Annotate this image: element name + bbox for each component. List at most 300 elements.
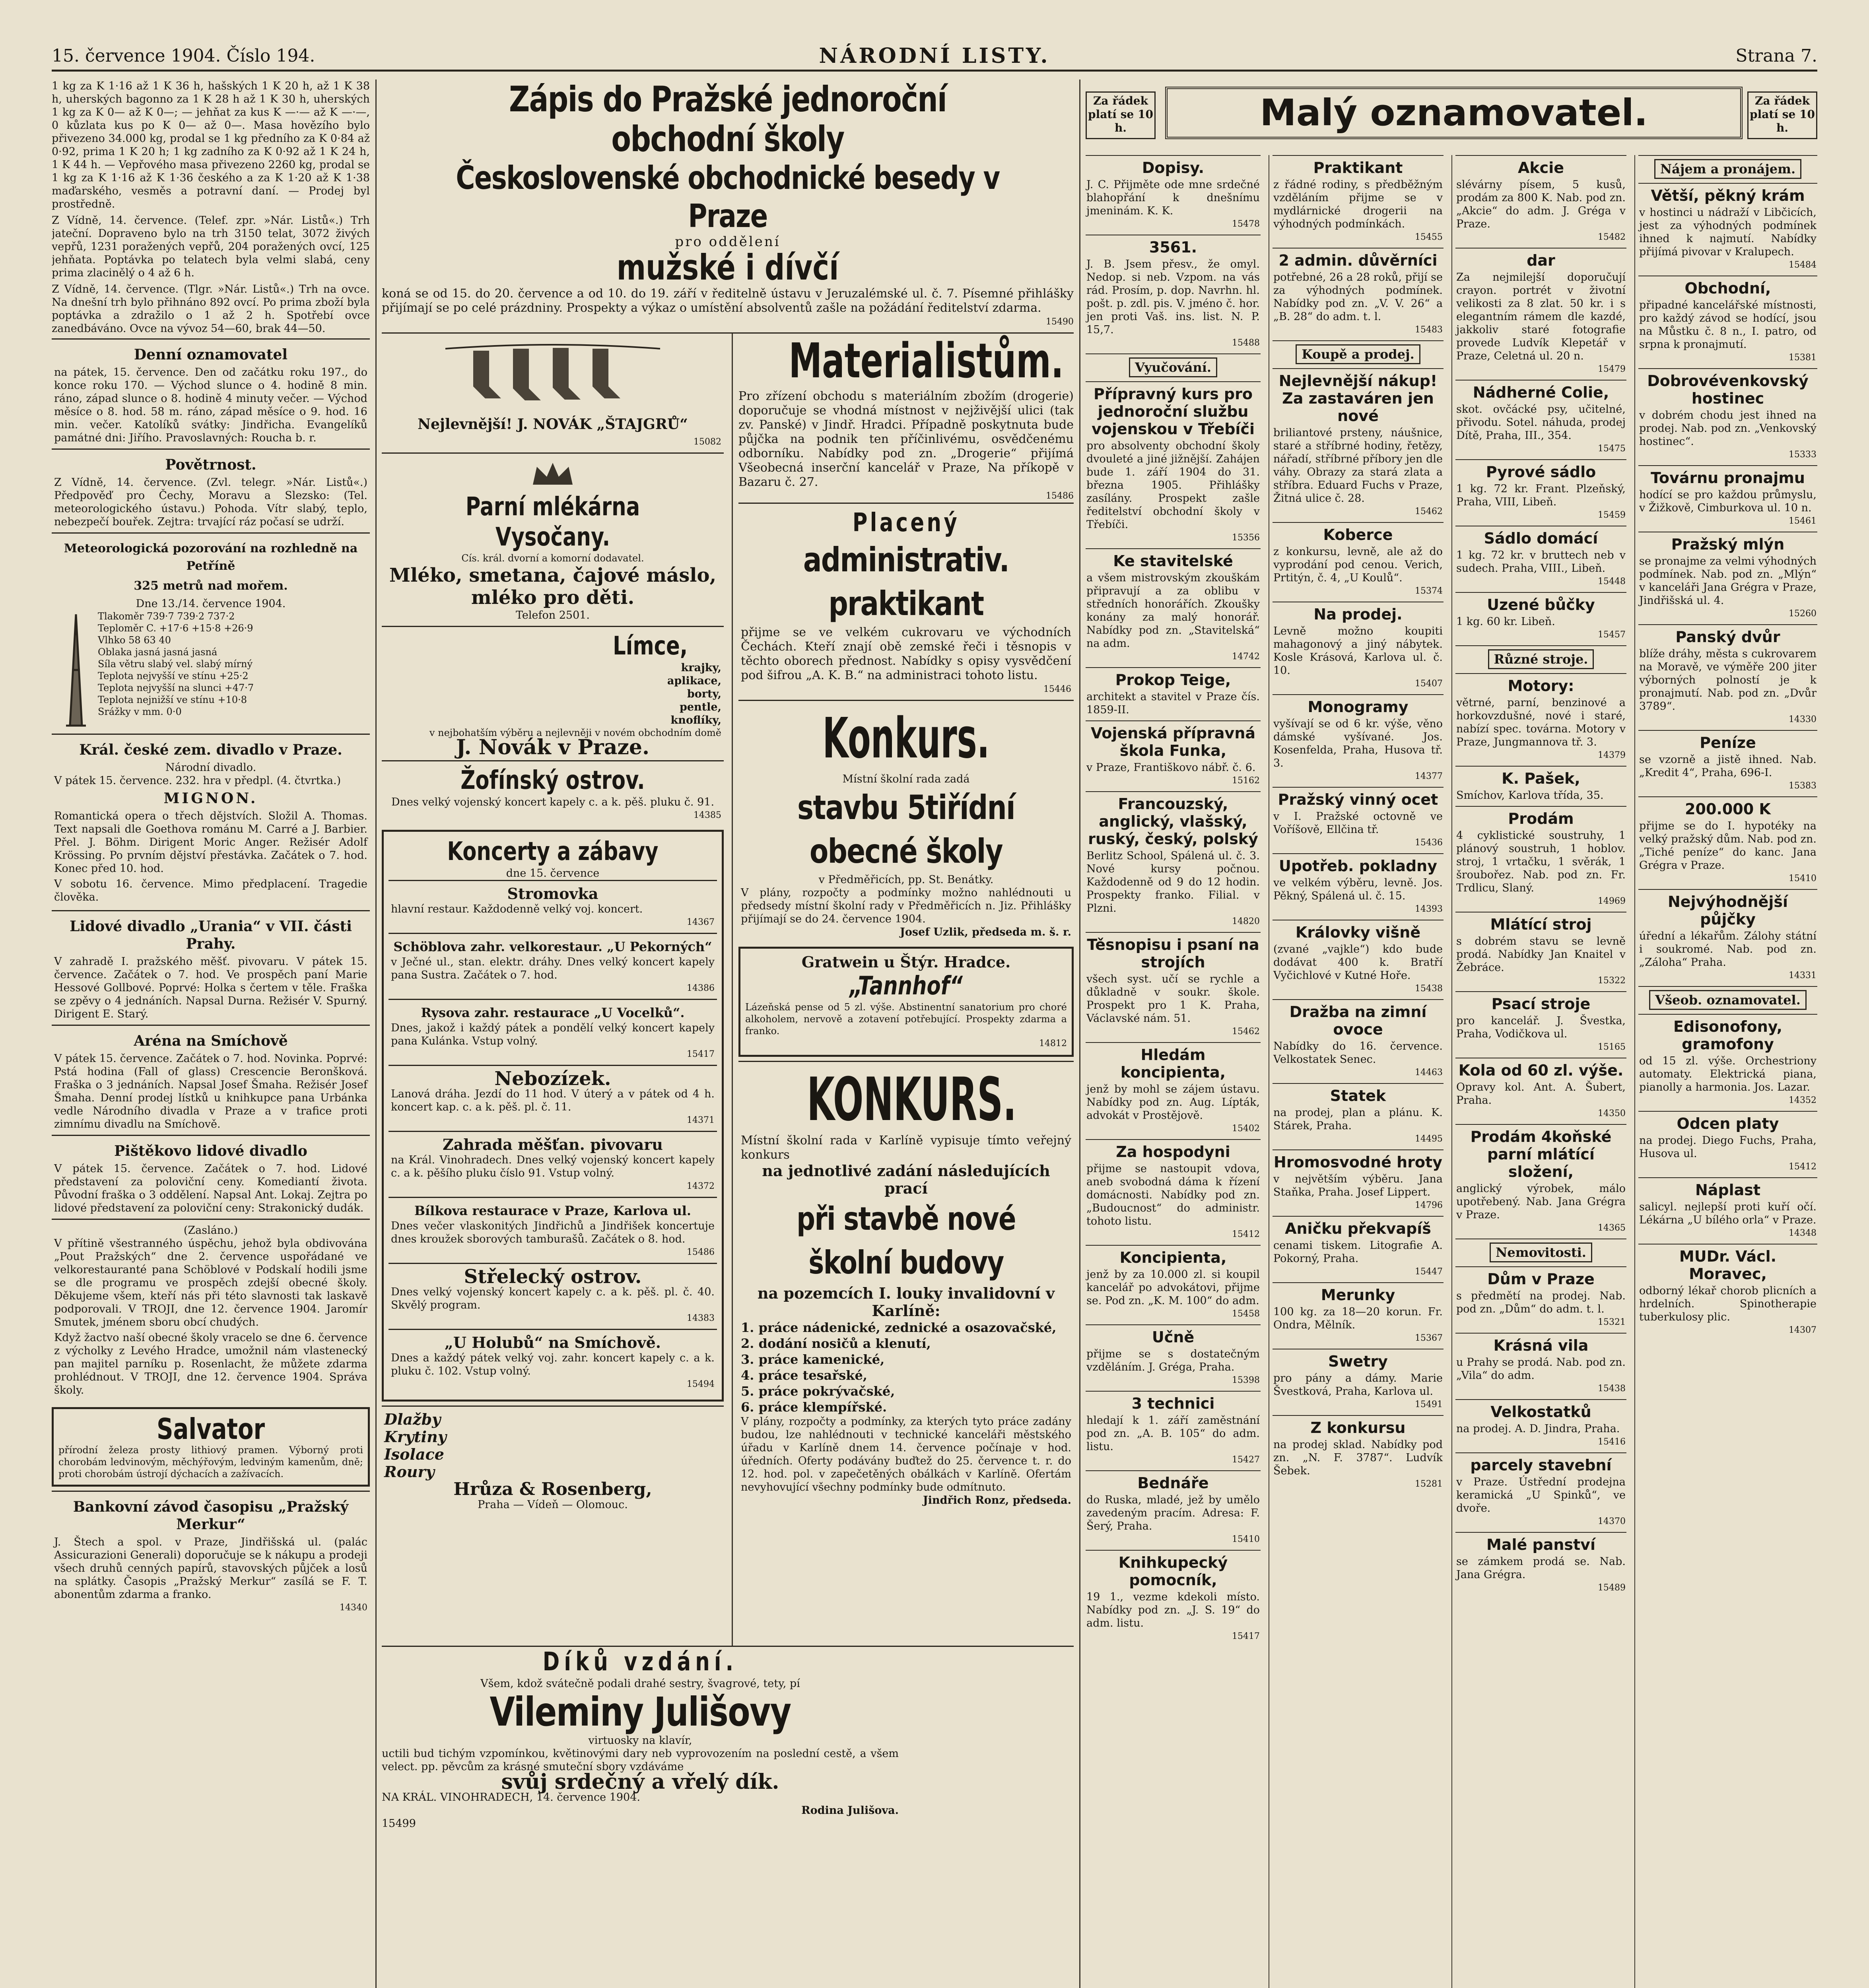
ad-text: Pro zřízení obchodu s materiálním zbožím (drogerie) doporučuje se vhodná místnost v nejživější ulici (tak zv. Panské) v Jindř. Hradci. Případně poskytnuta bude půjčka na podnik ten příčinlivému, osvědčenému odborníku. Nabídky pod zn. „Drogerie“ přijímá Všeobecná inserční kancelář v Praze, Na příkopě v Bazaru č. 27. [738, 389, 1074, 489]
classifieds-header [1086, 80, 1817, 147]
ad-number: 15462 [1415, 507, 1443, 516]
classified-heading: Nádherné Colie, [1473, 384, 1609, 401]
venue-title: Zahrada měšťan. pivovaru [443, 1136, 663, 1153]
ad-place: NA KRÁL. VINOHRADECH, 14. července 1904. [382, 1791, 640, 1804]
ad-item: Dlažby [384, 1410, 441, 1428]
classified-ad [1638, 183, 1817, 276]
weather-text: Z Vídně, 14. července. (Zvl. telegr. »Nár. Listů«.) Předpověď pro Čechy, Moravu a Slezsko: (Tel. meteorologického ústavu.) Pohoda. Vítr slabý, teplo, nebezpečí bouřek. Zejtra: trvající ráz počasí se udrží. [54, 476, 367, 528]
zaslano-text: V přítině všestranného úspěchu, jehož byla obdivována „Pout Pražských“ dne 2. července uspořádané ve velkorestauranté pana Schöblové v Podskalí hodili jsme se dle programu ve prospěch zdejší obecné školy. Děkujeme všem, kteří nás při této slavnosti tak laskavě podporovali. V TROJI, dne 12. července 1904. Jaromír Smutek, jménem sboru obcí chudých. [54, 1237, 367, 1328]
theatre-text: V pátek 15. července. 232. hra v předpl. (4. čtvrtka.) [54, 775, 341, 787]
salvator-text: přírodní železa prosty lithiový pramen. Výborný proti chorobám ledvinovým, měchýřovým, ledviným kamenům, dně; proti chorobám ústrojí dýchacích a zažívacích. [58, 1444, 363, 1479]
ad-number: 14372 [687, 1181, 715, 1191]
ad-number: 15459 [1598, 510, 1626, 520]
ad-number: 15162 [1232, 776, 1260, 786]
ad-number: 15486 [1046, 491, 1074, 501]
classified-text: pro kancelář. J. Švestka, Praha, Vodičkova ul. [1456, 1015, 1626, 1040]
ad-number: 15321 [1598, 1317, 1626, 1327]
ad-number: 14383 [687, 1313, 715, 1323]
ad-big-2: při stavbě nové školní budovy [797, 1200, 1016, 1281]
classifieds-col-b [1269, 155, 1444, 1988]
classified-text: přijme se s dostatečným vzděláním. J. Gréga, Praha. [1086, 1348, 1260, 1373]
school-title: Zápis do Pražské jednoroční obchodní školy [509, 80, 947, 159]
classified-heading: Peníze [1700, 734, 1756, 751]
smichov-section [52, 1025, 370, 1135]
ad-number: 15410 [1232, 1534, 1260, 1544]
classified-text: na prodej sklad. Nabídky pod zn. „N. F. 3787“. Ludvík Šebek. [1273, 1439, 1443, 1477]
classified-ad [1086, 932, 1261, 1042]
classified-ad [1086, 235, 1261, 353]
ad-title: Díků vzdání. [542, 1647, 738, 1677]
ad-title: Gratwein u Štýr. Hradce. [801, 953, 1011, 971]
classified-ad [1273, 920, 1444, 999]
classified-heading: Hromosvodné hroty [1274, 1153, 1442, 1171]
classified-text: a všem mistrovským zkouškám připravují a za oblibu v středních honorářích. Zkoušky konány za malý honorář. Nabídky pod zn. „Stavitelská“ na adm. [1086, 572, 1260, 650]
ad-number: 15484 [1789, 260, 1817, 270]
classified-ad [1273, 602, 1444, 694]
section-title: Povětrnost. [165, 456, 256, 473]
ad-number: 15494 [687, 1379, 715, 1389]
venue-text: Lanová dráha. Jezdí do 11 hod. V úterý a v pátek od 4 h. koncert kap. c. a k. pěš. pl. č. 11. [391, 1088, 715, 1113]
classified-heading: Prodám 4koňské parní mlátící složení, [1470, 1128, 1612, 1180]
venue-text: Dnes velký vojenský koncert kapely c. a k. pěš. pl. č. 40. Skvělý program. [391, 1286, 715, 1311]
ad-item: Krytiny [384, 1428, 447, 1446]
classified-heading: Učně [1152, 1328, 1195, 1346]
ad-number: 14385 [694, 810, 721, 820]
classified-heading: 3 technici [1131, 1395, 1215, 1412]
ad-item: Roury [384, 1463, 435, 1481]
classified-ad [1638, 624, 1817, 730]
classified-heading: Koncipienta, [1119, 1249, 1227, 1266]
play-title: MIGNON. [163, 790, 258, 807]
ad-number: 15398 [1232, 1375, 1260, 1385]
petrin-row: Teplota nejnižší ve stínu +10·8 [98, 694, 247, 705]
ad-name: J. Novák v Praze. [456, 735, 650, 759]
section-title: Denní oznamovatel [134, 346, 288, 363]
petrin-row: Teplota nejvyšší na slunci +47·7 [98, 682, 254, 693]
ad-number: 15486 [687, 1247, 715, 1257]
classified-text: z konkursu, levně, ale až do vyprodání pod cenou. Verich, Prtitýn, č. 4, „U Koulů“. [1273, 546, 1443, 584]
section-subtitle: Národní divadlo. [165, 761, 256, 774]
classified-ad [1086, 791, 1261, 932]
zofin-ad [382, 760, 724, 826]
classified-heading: Těsnopisu i psaní na strojích [1087, 936, 1259, 971]
classified-heading: Swetry [1328, 1353, 1388, 1370]
classified-text: do Ruska, mladé, jež by umělo zavedeným pracím. Adresa: F. Šerý, Praha. [1086, 1494, 1260, 1532]
classified-heading: Praktikant [1313, 159, 1403, 177]
ad-number: 15374 [1415, 586, 1443, 596]
classified-text: 1 kg. 72 kr. Frant. Plzeňský, Praha, VIII, Libeň. [1456, 483, 1626, 508]
ad-text: Dnes velký vojenský koncert kapely c. a k. pěš. pluku č. 91. [391, 796, 715, 808]
venue-title: Bílkova restaurace v Praze, Karlova ul. [414, 1203, 692, 1218]
milk-ad [382, 452, 724, 626]
classified-text: 4 cyklistické soustruhy, 1 plánový soustruh, 1 hoblov. stroj, 1 vrtačku, 1 svěrák, 1 šroubořez. Nab. pod zn. Fr. Trdlicu, Slaný. [1456, 829, 1626, 894]
classified-heading: Nájem a pronájem. [1654, 159, 1801, 179]
classified-heading: Prodám [1508, 810, 1574, 827]
classified-ad [1638, 1014, 1817, 1111]
ad-items [741, 1320, 1071, 1415]
box-date: dne 15. července [506, 867, 600, 879]
classified-text: na prodej. Diego Fuchs, Praha, Husova ul. [1639, 1134, 1817, 1160]
ad-number: 15333 [1789, 450, 1817, 460]
ad-number: 15436 [1415, 838, 1443, 848]
classified-text: všech syst. učí se rychle a důkladně v soukr. škole. Prospekt pro 1 K. Praha, Václavské nám. 51. [1086, 973, 1260, 1025]
classified-text: pro absolventy obchodní školy dvouleté a jiné jižnější. Zahájen bude 1. září 1904 do 31. března 1905. Přihlášky zasílány. Prospekt zašle ředitelství obchodní školy v Třebíči. [1086, 440, 1260, 531]
classified-heading: Upotřeb. pokladny [1279, 857, 1437, 875]
classified-heading: Krásná vila [1493, 1337, 1589, 1354]
ad-title: KONKURS. [807, 1065, 1017, 1134]
zaslano-section [52, 1219, 370, 1403]
ad-item: 3. práce kamenické, [741, 1352, 885, 1367]
socks-illustration-icon [433, 341, 672, 412]
daily-section [52, 338, 370, 448]
classified-ad [1455, 1058, 1626, 1124]
ad-number: 14393 [1415, 904, 1443, 914]
box-title: Koncerty a zábavy [447, 837, 659, 866]
ad-number: 15082 [694, 437, 721, 447]
ad-text: v nejbohatším výběru a nejlevněji v novém obchodním domě [429, 727, 721, 738]
classified-text: v největším výběru. Jana Staňka, Praha. Josef Lippert. [1273, 1173, 1443, 1198]
classified-text: hodící se pro každou průmyslu, v Žižkově, Cimburkova ul. 10 n. [1639, 489, 1817, 514]
ad-item: pentle, [680, 701, 721, 713]
section-title: (Zasláno.) [183, 1224, 238, 1237]
classified-ad [1273, 853, 1444, 920]
ad-number: 14796 [1415, 1200, 1443, 1210]
ad-number: 15407 [1415, 679, 1443, 689]
classified-ad [1638, 889, 1817, 986]
classified-text: 1 kg. 72 kr. v bruttech neb v sudech. Praha, VIII., Libeň. [1456, 549, 1626, 575]
classified-ad [1638, 276, 1817, 368]
ad-big: stavbu 5tiřídní obecné školy [797, 788, 1015, 871]
ad-text: Lázeňská pense od 5 zl. výše. Abstinentní sanatorium pro choré alkoholem, nervově a zotavení potřebující. Prospekty zdarma a franko. [745, 1002, 1067, 1037]
ad-body: Mléko, smetana, čajové máslo, mléko pro děti. [389, 564, 717, 609]
classified-ad [1273, 787, 1444, 853]
venue-title: Stromovka [507, 885, 598, 903]
ad-name: Hrůza & Rosenberg, [453, 1479, 652, 1499]
ad-number: 15412 [1232, 1229, 1260, 1239]
classified-ad [1455, 526, 1626, 592]
section-title: Lidové divadlo „Urania“ v VII. části Prahy. [70, 918, 352, 952]
classified-heading: Mlátící stroj [1490, 916, 1592, 933]
classified-text: potřebné, 26 a 28 roků, přijí se za výhodných podmínek. Nabídky pod zn. „V. V. 26“ a „B. 28“ do adm. t. l. [1273, 271, 1443, 323]
classified-heading: Nejvýhodnější půjčky [1668, 893, 1788, 928]
classified-text: 19 1., vezme kdekoli místo. Nabídky pod zn. „J. S. 19“ do adm. listu. [1086, 1591, 1260, 1629]
theatre-section [52, 734, 370, 910]
ad-sub: virtuosky na klavír, [588, 1734, 692, 1747]
ad-text: V plány, rozpočty a podmínky, za kterých tyto práce zadány budou, lze nahlédnouti v technické kanceláři městského úřadu v Karlíně dnem 14. července počínaje v hod. úředních. Oferty podávány buďtež do 25. července t. r. do 12. hod. pol. v zapečetěných obálkách v Karlíně. Ofertám nevyhovující všechny podmínky bude odmítnuto. [741, 1415, 1071, 1493]
classified-ad [1273, 368, 1444, 522]
classified-text: salicyl. nejlepší proti kuří očí. Lékárna „U bílého orla“ v Praze. [1639, 1201, 1817, 1226]
ad-number: 14365 [1598, 1223, 1626, 1233]
classified-ad [1455, 673, 1626, 766]
classified-heading: Pyrové sádlo [1486, 463, 1596, 481]
classified-heading: Různé stroje. [1488, 649, 1594, 669]
ad-number: 14386 [687, 983, 715, 993]
daily-text: na pátek, 15. července. Den od začátku roku 197., do konce roku 170. — Východ slunce o 4. hodině 8 min. ráno, západ slunce o 8. hodině 4 minuty večer. — Východ měsíce o 8. hod. 58 m. ráno, západ měsíce o 9. hod. 16 min. večer. Katolíků svátky: Jindřicha. Evangelíků památné dni: Jiřího. Pravoslavných: Roucha b. r. [54, 366, 367, 444]
ad-number: 15448 [1598, 577, 1626, 586]
ad-city: Praha — Vídeň — Olomouc. [478, 1499, 628, 1511]
ad-number: 15479 [1598, 364, 1626, 374]
admin-ad [738, 503, 1074, 700]
classifieds-col-a [1086, 155, 1261, 1988]
petrin-row: Síla větru slabý vel. slabý mírný [98, 658, 253, 670]
classified-heading: Pražský mlýn [1671, 536, 1785, 553]
classified-text: Za nejmilejší doporučují crayon. portrét v životní velikosti za 8 zlat. 50 kr. i s elegantním rámem dle kazdé, jakkoliv staré fotografie provede Ludvík Klepetář v Praze, Celetná ul. 20 n. [1456, 271, 1626, 362]
classifieds-col-d [1634, 155, 1817, 1988]
classified-text: připadné kancelářské místnosti, pro každý závod se hodící, jsou na Můstku č. 8 n., I. patro, od srpna k pronajmutí. [1639, 299, 1817, 351]
ad-title: Bankovní závod časopisu „Pražský Merkur“ [73, 1499, 349, 1533]
thanks-area [382, 1646, 1074, 1988]
classified-text: ve velkém výběru, levně. Jos. Pěkný, Spálená ul. č. 15. [1273, 877, 1443, 902]
classified-heading: 200.000 K [1685, 800, 1771, 818]
classified-heading: Merunky [1321, 1286, 1395, 1304]
classified-ad [1086, 1324, 1261, 1391]
classified-ad [1638, 465, 1817, 532]
ad-name: Vileminy Julišovy [490, 1689, 791, 1735]
section-title: Pištěkovo lidové divadlo [114, 1143, 307, 1159]
classified-text: z řádné rodiny, s předběžným vzděláním přijme se v mydlárnické drogerii na výhodných podmínkách. [1273, 179, 1443, 230]
classified-heading: Akcie [1517, 159, 1564, 177]
pistekovo-section [52, 1135, 370, 1219]
ads-right [732, 334, 1074, 1646]
ad-number: 14350 [1598, 1109, 1626, 1118]
ad-number: 14340 [340, 1603, 367, 1613]
classified-text: se zámkem prodá se. Nab. Jana Grégra. [1456, 1555, 1626, 1581]
classified-text: na prodej, plan a plánu. K. Stárek, Praha. [1273, 1107, 1443, 1132]
classified-text: s předmětí na prodej. Nab. pod zn. „Dům“ do adm. t. l. [1456, 1290, 1626, 1315]
classified-ad [1086, 667, 1261, 720]
classified-heading: Vyučování. [1129, 357, 1217, 377]
classified-text: vyšívají se od 6 kr. výše, věno dámské vyšívané. Jos. Kosenfelda, Praha, Husova tř. 3. [1273, 718, 1443, 769]
classified-ad [1638, 986, 1817, 1014]
page-header [52, 42, 1817, 72]
classified-ad [1638, 730, 1817, 796]
ad-place: v Předměřicích, pp. St. Benátky. [818, 874, 994, 886]
ad-number: 15322 [1598, 976, 1626, 986]
classified-heading: K. Pašek, [1502, 770, 1580, 787]
ad-sign: Jindřich Ronz, předseda. [923, 1494, 1071, 1507]
ad-number: 14463 [1415, 1068, 1443, 1077]
limce-ad [382, 626, 724, 760]
classified-heading: Motory: [1508, 677, 1574, 695]
column-news [52, 80, 370, 1988]
classified-heading: Prokop Teige, [1115, 671, 1231, 689]
classified-ad [1086, 381, 1261, 548]
ad-text-2: uctili bud tichým vzpomínkou, květinovými dary neb vyprovozením na poslední cestě, a všem velect. pp. pěvcům za krásné smuteční sbory vzdáváme [382, 1747, 899, 1773]
venue-title: „U Holubů“ na Smíchově. [445, 1334, 661, 1351]
concerts-box [382, 830, 724, 1402]
urania-section [52, 910, 370, 1025]
play-text: Romantická opera o třech dějstvích. Složil A. Thomas. Text napsali dle Goethova románu M. Carré a J. Barbier. Přel. J. Böhm. Dirigent Moric Anger. Režisér Adolf Krössing. Po prvním dějství přestávka. Začátek o 7. hod. Konec před 10. hod. [54, 810, 367, 875]
ad-number: 14820 [1232, 916, 1260, 926]
ad-big: svůj srdečný a vřelý dík. [501, 1770, 779, 1794]
ad-number: 15478 [1232, 219, 1260, 229]
classified-ad [1086, 720, 1261, 791]
classified-heading: Nejlevnější nákup! Za zastaváren jen nové [1278, 372, 1438, 425]
ad-number: 14352 [1789, 1095, 1817, 1105]
ad-sign: Josef Uzlik, předseda m. š. r. [900, 926, 1071, 938]
classified-heading: Dopisy. [1142, 159, 1205, 177]
classified-ad [1273, 1216, 1444, 1282]
classified-heading: MUDr. Václ. Moravec, [1679, 1248, 1777, 1283]
ad-number: 15438 [1415, 984, 1443, 994]
petrin-row: Teploměr C. +17·6 +15·8 +26·9 [98, 623, 253, 634]
ad-text: přijme se ve velkém cukrovaru ve východních Čechách. Kteří znají obě zemské řeči i těsnopis v těchto oborech přednost. Nabídky s opisy vysvědčení pod šifrou „A. K. B.“ na administraci tohoto listu. [741, 625, 1071, 682]
classified-ad [1273, 248, 1444, 340]
ad-number: 14969 [1598, 896, 1626, 906]
classified-heading: parcely stavební [1470, 1456, 1612, 1474]
classified-heading: Náplast [1695, 1181, 1761, 1199]
price-note: Za řádek platí se 10 h. [1747, 91, 1817, 139]
ad-number: 15447 [1415, 1267, 1443, 1277]
classified-heading: Nemovitosti. [1490, 1242, 1592, 1262]
classifieds-col-c [1451, 155, 1626, 1988]
classified-ad [1273, 340, 1444, 368]
classified-heading: Na prodej. [1313, 606, 1403, 623]
classified-ad [1086, 1550, 1261, 1647]
classified-heading: Malé panství [1486, 1536, 1595, 1553]
classified-ad [1273, 1415, 1444, 1495]
merkur-ad [52, 1491, 370, 1618]
petrin-tower-icon [54, 610, 98, 730]
ad-number: 15410 [1789, 874, 1817, 883]
classified-ad [1455, 592, 1626, 645]
column-ads [382, 80, 1074, 1988]
classified-ad [1273, 522, 1444, 602]
ad-number: 15260 [1789, 609, 1817, 619]
classified-heading: dar [1527, 252, 1555, 269]
venue-title: Střelecký ostrov. [464, 1266, 642, 1288]
price-note: Za řádek platí se 10 h. [1086, 91, 1156, 139]
classified-heading: Továrnu pronajmu [1651, 469, 1805, 487]
ad-number: 15446 [1043, 684, 1071, 694]
classified-ad [1455, 645, 1626, 673]
ad-number: 15491 [1415, 1400, 1443, 1409]
classified-heading: Královky višně [1295, 924, 1421, 941]
classified-ad [1638, 532, 1817, 624]
ad-title: Placený [852, 508, 960, 538]
classified-text: hledají k 1. září zaměstnání pod zn. „A. B. 105“ do adm. listu. [1086, 1414, 1260, 1453]
venue-title: Nebozízek. [494, 1068, 611, 1090]
vienna-report: Z Vídně, 14. července. (Telef. zpr. »Nár. Listů«.) Trh jateční. Dopraveno bylo na trh 3150 telat, 3072 živých vepřů, 1231 poražených vepřů, 204 poražených ovcí, 125 jehňata. Poptávka po telatech byla velmi slabá, ceny prima zlacinělý o 4 až 6 h. [52, 214, 370, 279]
school-big: mužské i dívčí [616, 247, 839, 288]
column-rule [1079, 80, 1080, 1988]
issue-date: 15. července 1904. Číslo 194. [52, 46, 315, 66]
classified-ad [1455, 1239, 1626, 1266]
ad-item: Isolace [384, 1445, 444, 1463]
ad-item: knoflíky, [670, 714, 721, 726]
venue-text: Dnes večer vlaskonitých Jindřichů a Jindřišek koncertuje dnes kroužek sborových tamburašů. Začátek o 8. hod. [391, 1220, 715, 1245]
classified-text: jenž by za 10.000 zl. si koupil kancelář po advokátovi, přijme se. Pod zn. „K. M. 100“ do adm. [1086, 1268, 1260, 1307]
petrin-body [54, 610, 367, 730]
classified-text: 100 kg. za 18—20 korun. Fr. Ondra, Mělník. [1273, 1306, 1443, 1331]
thanks-ad [382, 1647, 899, 1830]
venue-title: Rysova zahr. restaurace „U Vocelků“. [421, 1005, 685, 1020]
ad-number: 15165 [1598, 1042, 1626, 1052]
ad-number: 15417 [1232, 1631, 1260, 1641]
column-classifieds [1086, 80, 1817, 1988]
classified-heading: Z konkursu [1310, 1419, 1406, 1437]
ad-number: 15383 [1789, 781, 1817, 791]
ad-number: 14331 [1789, 971, 1817, 980]
classified-text: 1 kg. 60 kr. Libeň. [1456, 615, 1555, 628]
petrin-row: Vlhko 58 63 40 [98, 635, 171, 646]
column-rule [375, 80, 377, 1988]
petrin-row: Teplota nejvyšší ve stínu +25·2 [98, 670, 249, 681]
classified-heading: Koberce [1323, 526, 1393, 544]
classified-ad [1086, 155, 1261, 235]
classified-ad [1455, 1333, 1626, 1399]
pistekovo-text: V pátek 15. července. Začátek o 7. hod. Lidové představení za poloviční ceny. Komediantí života. Původní fraška o 3 oddělení. Napsal Ant. Lokaj. Zejtra po lidové představení za poloviční ceny: Strakonický dudák. [54, 1163, 367, 1214]
ad-text: V plány, rozpočty a podmínky možno nahlédnouti u předsedy místní školní rady v Předměřicích n. Jiz. Přihlášky přijímají se do 24. července 1904. [741, 887, 1071, 925]
classified-text: přijme se do I. hypotéky na velký pražský dům. Nab. pod zn. „Tiché peníze“ do kanc. Jana Grégra v Praze. [1639, 820, 1817, 872]
classified-ad [1455, 155, 1626, 248]
ad-number: 15416 [1598, 1437, 1626, 1447]
classified-heading: Sádlo domácí [1484, 530, 1598, 547]
classified-text: Opravy kol. Ant. A. Šubert, Praha. [1456, 1081, 1626, 1107]
ad-title-2: administrativ. praktikant [803, 540, 1009, 623]
ad-title: Límce, [613, 631, 688, 661]
school-title-2: Československé obchodnické besedy v Praze [456, 159, 1000, 235]
ad-text: Všem, kdož svátečně podali drahé sestry, švagrové, tety, pí [480, 1677, 800, 1690]
ad-sign: Rodina Julišova. [801, 1804, 899, 1817]
classified-heading: Vojenská přípravná škola Funka, [1090, 724, 1256, 759]
classified-text: v hostinci u nádraží v Libčicích, jest za výhodných podmínek ihned k najmutí. Nabídky přijímá pivovar v Kralupech. [1639, 206, 1817, 258]
hruza-ad [382, 1406, 724, 1515]
classified-ad [1273, 1149, 1444, 1216]
ads-grid [382, 334, 1074, 1646]
ad-number: 15483 [1415, 325, 1443, 335]
classified-text: (zvané „vajkle“) kdo bude dodávat 400 k. Bratří Vyčichlové v Kutné Hoře. [1273, 943, 1443, 982]
ad-number: 15427 [1232, 1455, 1260, 1465]
classified-ad [1638, 1244, 1817, 1341]
ad-item: 5. práce pokrývačské, [741, 1384, 895, 1399]
school-text: koná se od 15. do 20. července a od 10. do 19. září v ředitelně ústavu v Jeruzalémské ul. č. 7. Písemné přihlášky přijímají se po celé prázdniny. Prospekty a výkaz o umístění absolventů zašle na požádání ředitelství zdarma. [382, 287, 1074, 315]
ad-number: 15489 [1598, 1583, 1626, 1593]
ad-number: 14307 [1789, 1325, 1817, 1335]
ad-text: J. Štech a spol. v Praze, Jindřišská ul. (palác Assicurazioni Generali) doporučuje se k nákupu a prodeji všech druhů cenných papírů, stavovských půjček a losů na splátky. Časopis „Pražský Merkur“ zasílá se F. T. abonentům zdarma a franko. [54, 1536, 367, 1601]
classified-heading: Za hospodyni [1116, 1143, 1230, 1161]
ad-items [384, 661, 721, 727]
classified-ad [1273, 694, 1444, 787]
ad-item: 4. práce tesařské, [741, 1368, 867, 1383]
play-text: V sobotu 16. července. Mimo předplacení. Tragedie člověka. [54, 878, 367, 903]
classified-text: se vzorně a jistě ihned. Nab. „Kredit 4“, Praha, 696-I. [1639, 753, 1817, 779]
ad-place: na pozemcích I. louky invalidovní v Karlíně: [757, 1284, 1055, 1320]
classified-text: větrné, parní, benzinové a horkovzdušné, nové i staré, nabízí spec. továrna. Motory v Praze, Jungmannova tř. 3. [1456, 697, 1626, 748]
ad-number: 15475 [1598, 444, 1626, 454]
petrin-table [98, 610, 367, 730]
classified-ad [1273, 999, 1444, 1083]
classified-ad [1086, 1042, 1261, 1139]
venue-title: Schöblova zahr. velkorestaur. „U Pekorných“ [393, 939, 712, 954]
classified-ad [1086, 1139, 1261, 1245]
classified-text: v I. Pražské octovně ve Voříšově, Ellčina tř. [1273, 810, 1443, 836]
classified-ad [1455, 766, 1626, 806]
classified-ad [1455, 1124, 1626, 1239]
classified-ad [1086, 1470, 1261, 1550]
ad-number: 14330 [1789, 714, 1817, 724]
classified-ad [1638, 368, 1817, 465]
classified-ad [1455, 1452, 1626, 1532]
classified-text: Smíchov, Karlova třída, 35. [1456, 789, 1604, 802]
classified-heading: Velkostatků [1490, 1403, 1591, 1421]
classified-ad [1638, 1111, 1817, 1177]
classifieds-title: Malý oznamovatel. [1165, 87, 1743, 139]
classified-heading: Dům v Praze [1487, 1270, 1595, 1288]
classified-ad [1638, 1177, 1817, 1244]
section-title: Král. české zem. divadlo v Praze. [79, 742, 342, 758]
vienna-report: Z Vídně, 14. července. (Tlgr. »Nár. Listů«.) Trh na ovce. Na dnešní trh bylo přihnáno 892 ovcí. Po prima zboží byla poptávka a zdražilo o 1 až 2 h. Spotřebí ovce zanedbáváno. Ovce na vývoz 54—60, brak 44—50. [52, 283, 370, 335]
